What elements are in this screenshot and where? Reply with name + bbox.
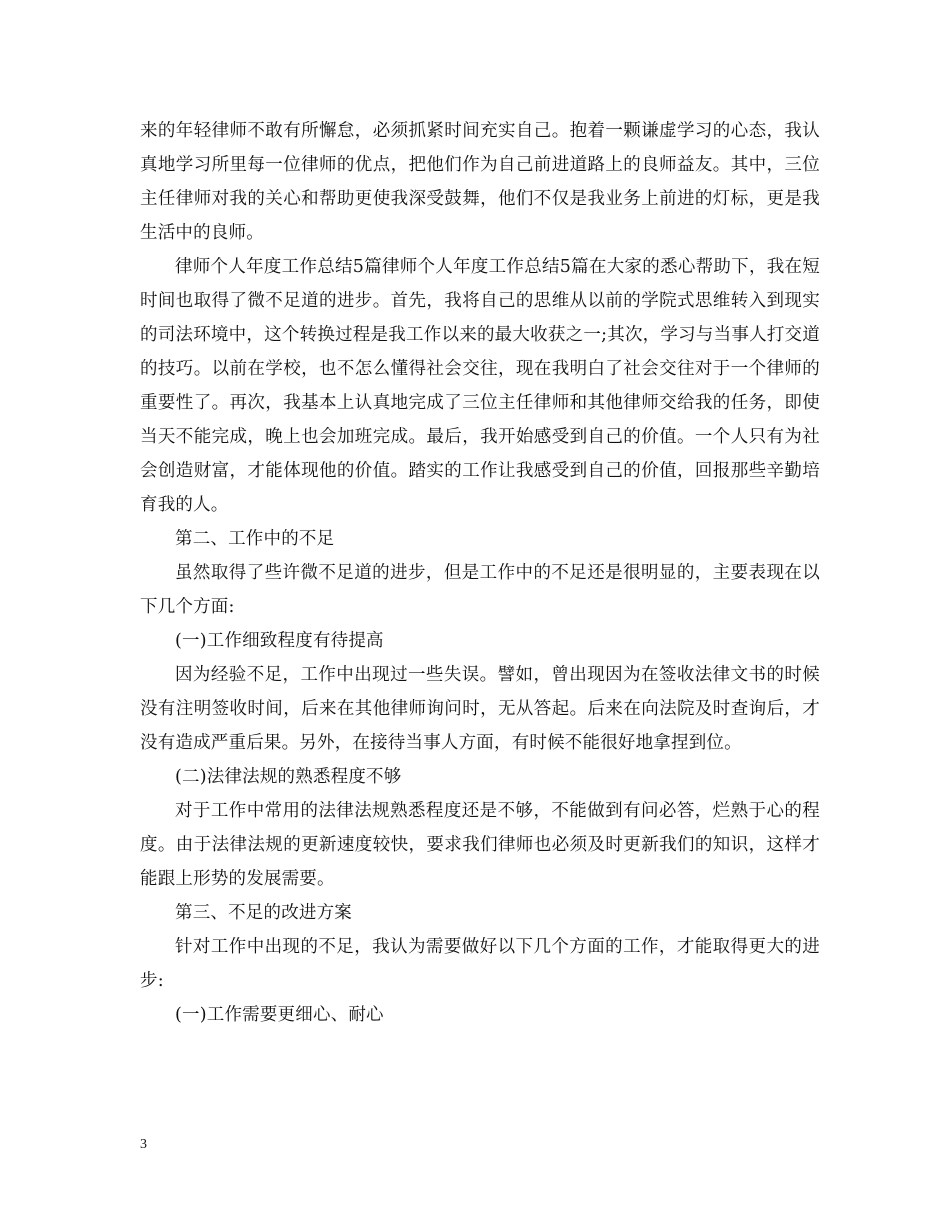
page-number: 3	[140, 1137, 147, 1152]
paragraph-progress: 律师个人年度工作总结5篇律师个人年度工作总结5篇在大家的悉心帮助下，我在短时间也取得了微不足道的进步。首先，我将自己的思维从以前的学院式思维转入到现实的司法环境中，这个转换过程是我工作以来的最大收获之一;其次，学习与当事人打交道的技巧。以前在学校，也不怎么懂得社会交往，现在我明白了社会交往对于一个律师的重要性了。再次，我基本上认真地完成了三位主任律师和其他律师交给我的任务，即使当天不能完成，晚上也会加班完成。最后，我开始感受到自己的价值。一个人只有为社会创造财富，才能体现他的价值。踏实的工作让我感受到自己的价值，回报那些辛勤培育我的人。	[140, 257, 820, 515]
paragraph-continuation: 来的年轻律师不敢有所懈怠，必须抓紧时间充实自己。抱着一颗谦虚学习的心态，我认真地学习所里每一位律师的优点，把他们作为自己前进道路上的良师益友。其中，三位主任律师对我的关心和帮助更使我深受鼓舞，他们不仅是我业务上前进的灯标，更是我生活中的良师。	[140, 121, 820, 243]
paragraph-shortcomings-intro: 虽然取得了些许微不足道的进步，但是工作中的不足还是很明显的，主要表现在以下几个方面:	[140, 563, 820, 617]
subheading-detail: (一)工作细致程度有待提高	[175, 631, 384, 651]
paragraph-law-familiarity: 对于工作中常用的法律法规熟悉程度还是不够，不能做到有问必答，烂熟于心的程度。由于法律法规的更新速度较快，要求我们律师也必须及时更新我们的知识，这样才能跟上形势的发展需要。	[140, 801, 820, 889]
document-body	[140, 114, 820, 1032]
subheading-law-familiarity: (二)法律法规的熟悉程度不够	[175, 767, 402, 787]
paragraph-improvement-intro: 针对工作中出现的不足，我认为需要做好以下几个方面的工作，才能取得更大的进步:	[140, 937, 820, 991]
section-heading-shortcomings: 第二、工作中的不足	[175, 529, 335, 549]
section-heading-improvement: 第三、不足的改进方案	[175, 903, 352, 923]
paragraph-detail: 因为经验不足，工作中出现过一些失误。譬如，曾出现因为在签收法律文书的时候没有注明签收时间，后来在其他律师询问时，无从答起。后来在向法院及时查询后，才没有造成严重后果。另外，在接待当事人方面，有时候不能很好地拿捏到位。	[140, 665, 820, 753]
subheading-careful-patient: (一)工作需要更细心、耐心	[175, 1005, 384, 1025]
